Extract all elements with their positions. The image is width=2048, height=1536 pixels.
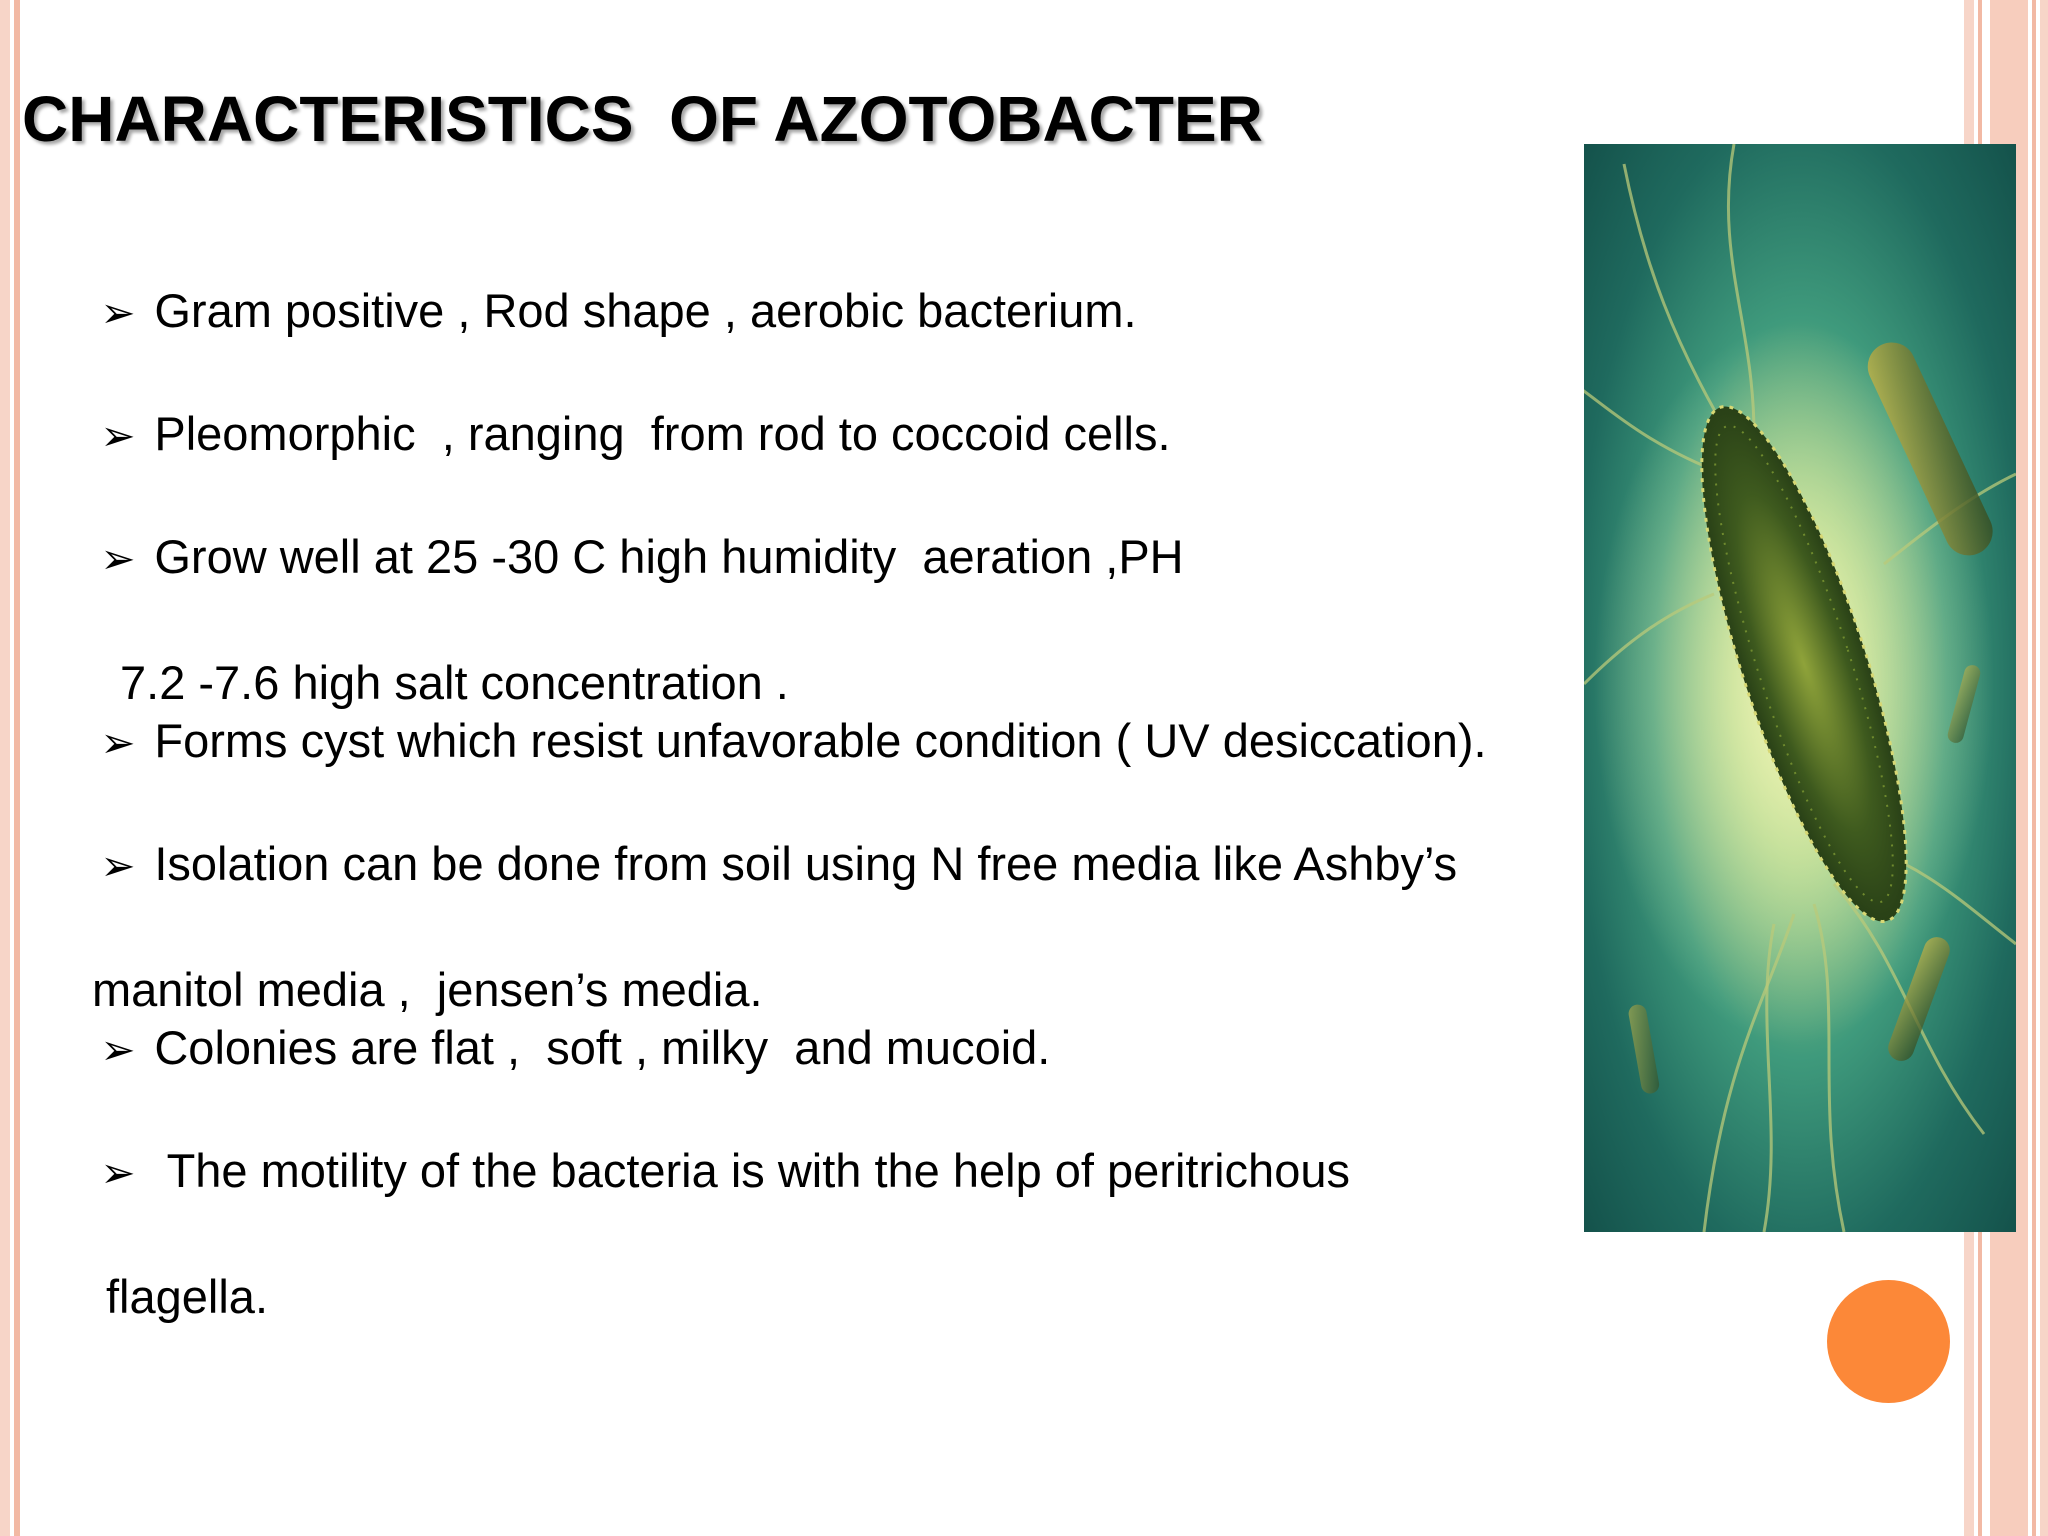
arrow-bullet-icon: ➢ bbox=[100, 1026, 136, 1073]
arrow-bullet-icon: ➢ bbox=[100, 412, 136, 459]
bullet-text: The motility of the bacteria is with the help of peritrichous bbox=[154, 1144, 1350, 1197]
bullet-text: Grow well at 25 -30 C high humidity aeration ,PH bbox=[154, 530, 1184, 583]
bullet-text-continuation: flagella. bbox=[106, 1270, 268, 1323]
bullet-text: Forms cyst which resist unfavorable condition ( UV desiccation). bbox=[154, 714, 1487, 767]
slide-title: CHARACTERISTICS OF AZOTOBACTER bbox=[22, 83, 1263, 155]
bullet-item bbox=[22, 1078, 1350, 1452]
bullet-text: Gram positive , Rod shape , aerobic bacterium. bbox=[154, 284, 1137, 337]
decorative-circle bbox=[1827, 1280, 1950, 1403]
arrow-bullet-icon: ➢ bbox=[100, 842, 136, 889]
bullet-text-continuation: manitol media , jensen’s media. bbox=[92, 963, 763, 1016]
arrow-bullet-icon: ➢ bbox=[100, 535, 136, 582]
bullet-text: Pleomorphic , ranging from rod to coccoid cells. bbox=[154, 407, 1171, 460]
bacterium-icon bbox=[1584, 144, 2016, 1232]
arrow-bullet-icon: ➢ bbox=[100, 1149, 136, 1196]
bullet-text-continuation: 7.2 -7.6 high salt concentration . bbox=[120, 656, 789, 709]
bullet-text: Isolation can be done from soil using N free media like Ashby’s bbox=[154, 837, 1458, 890]
arrow-bullet-icon: ➢ bbox=[100, 289, 136, 336]
arrow-bullet-icon: ➢ bbox=[100, 719, 136, 766]
bacterium-illustration bbox=[1584, 144, 2016, 1232]
bullet-text: Colonies are flat , soft , milky and mucoid. bbox=[154, 1021, 1051, 1074]
